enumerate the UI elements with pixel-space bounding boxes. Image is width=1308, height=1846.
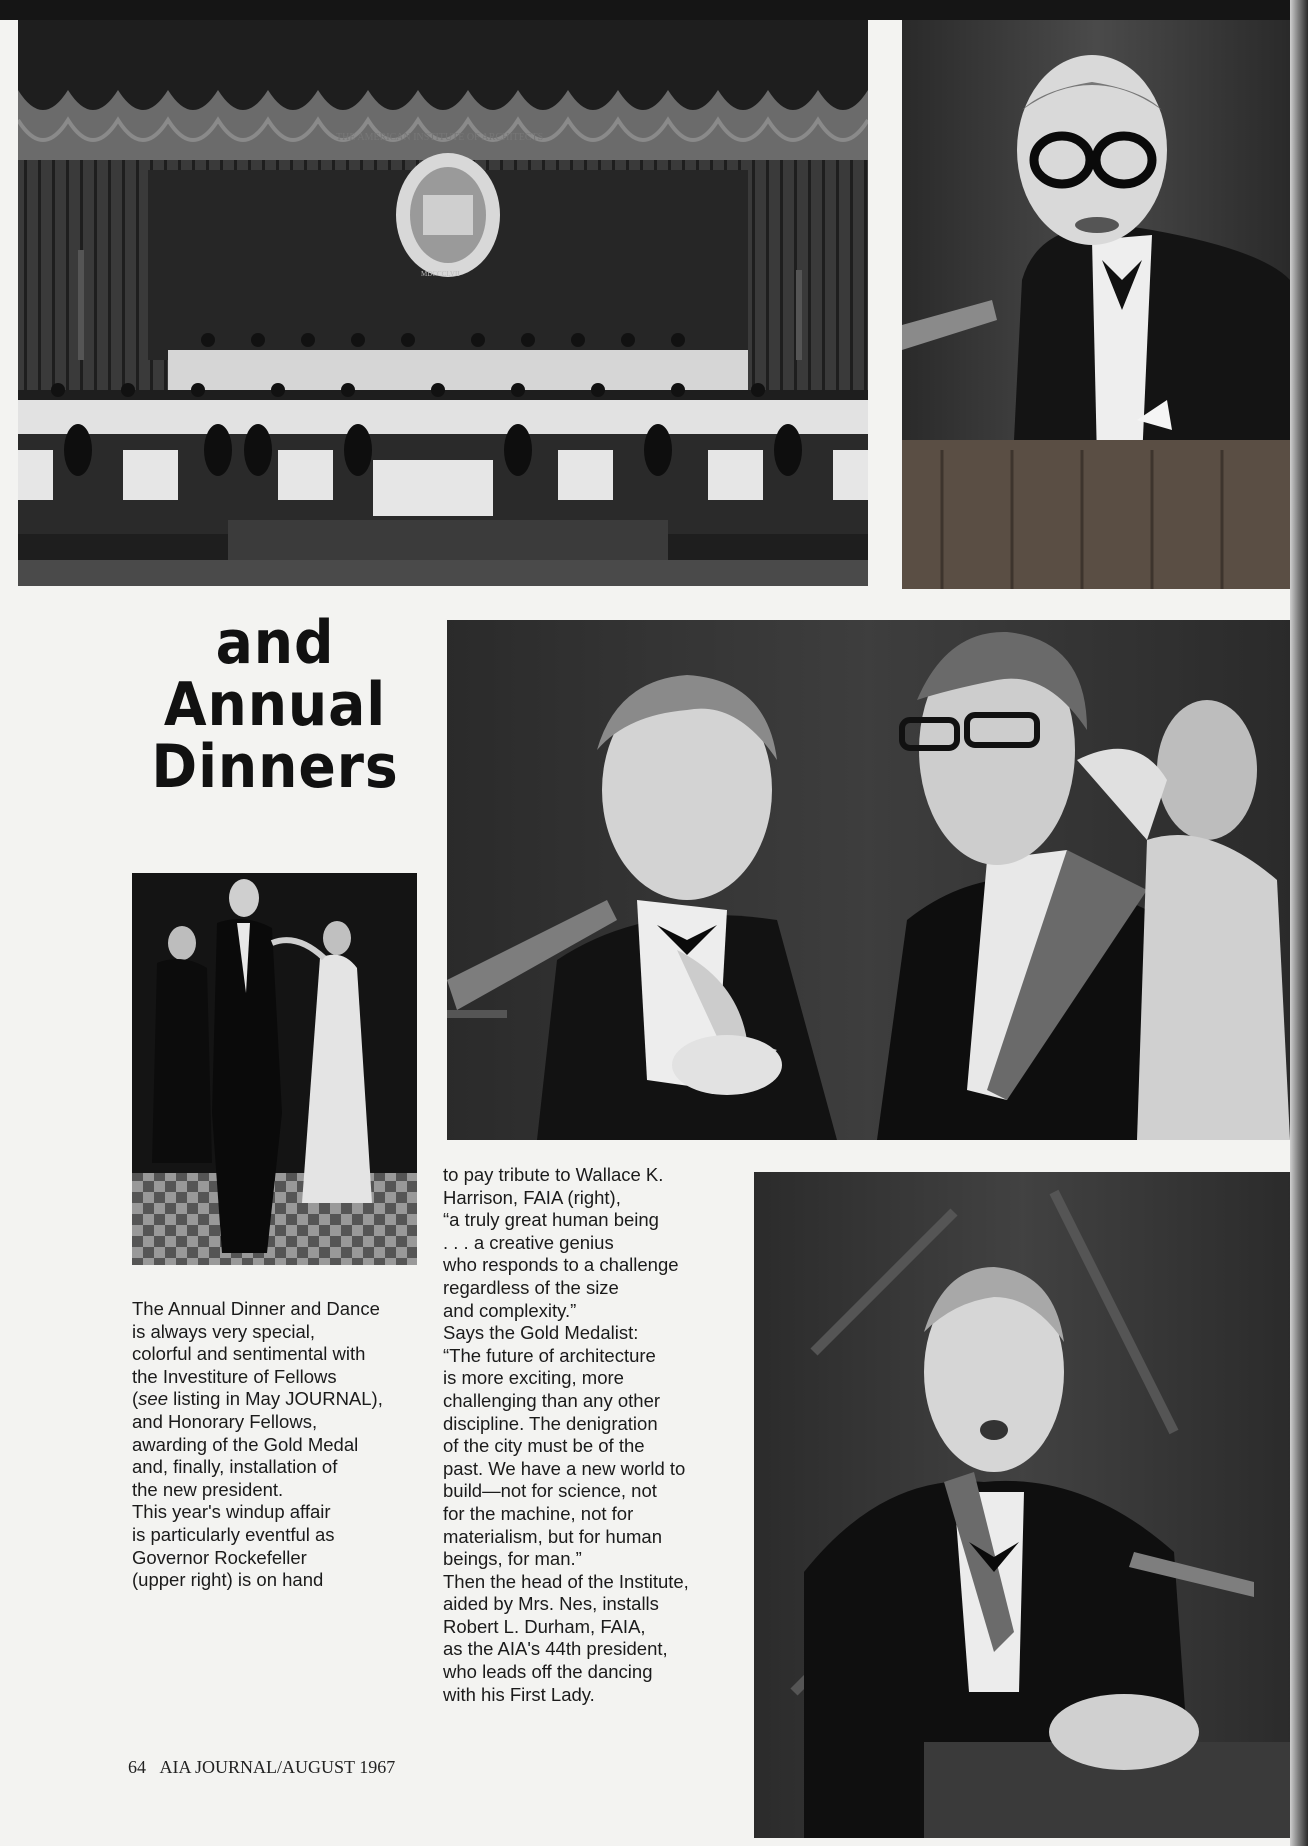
page-footer bbox=[128, 1757, 405, 1778]
body-line: is always very special, bbox=[132, 1320, 316, 1342]
body-line: Governor Rockefeller bbox=[132, 1546, 307, 1568]
body-line: beings, for man.” bbox=[443, 1548, 582, 1570]
body-line: build—not for science, not bbox=[443, 1480, 657, 1502]
body-line: who leads off the dancing bbox=[443, 1661, 653, 1683]
body-line: and, finally, installation of bbox=[132, 1456, 338, 1478]
body-line: is particularly eventful as bbox=[132, 1523, 335, 1545]
body-line: “a truly great human being bbox=[443, 1209, 659, 1231]
body-line: past. We have a new world to bbox=[443, 1457, 686, 1479]
body-line: with his First Lady. bbox=[443, 1683, 595, 1705]
body-text-left bbox=[132, 1298, 383, 1592]
body-line: materialism, but for human bbox=[443, 1525, 663, 1547]
body-line: “The future of architecture bbox=[443, 1344, 656, 1366]
body-line: challenging than any other bbox=[443, 1389, 661, 1411]
headline-line-3: Dinners bbox=[151, 732, 399, 802]
body-line: is more exciting, more bbox=[443, 1367, 624, 1389]
scan-border-top bbox=[0, 0, 1290, 20]
body-line: for the machine, not for bbox=[443, 1502, 634, 1524]
body-line: Robert L. Durham, FAIA, bbox=[443, 1615, 646, 1637]
body-line: (see listing in May JOURNAL), bbox=[132, 1388, 383, 1410]
body-line: Then the head of the Institute, bbox=[443, 1570, 689, 1592]
headline-line-1: and bbox=[215, 608, 335, 678]
body-line: The Annual Dinner and Dance bbox=[132, 1298, 380, 1319]
headline-line-2: Annual bbox=[163, 670, 387, 740]
body-line: Says the Gold Medalist: bbox=[443, 1322, 639, 1344]
body-line: and complexity.” bbox=[443, 1299, 577, 1321]
headline bbox=[140, 608, 410, 802]
photo-president-durham bbox=[754, 1172, 1290, 1838]
photo-gold-medal-presentation bbox=[447, 620, 1290, 1140]
seal-caption: THE AMERICAN INSTITUTE OF ARCHITECTS bbox=[336, 132, 544, 143]
body-line: colorful and sentimental with bbox=[132, 1343, 366, 1365]
body-line: awarding of the Gold Medal bbox=[132, 1433, 359, 1455]
body-line: aided by Mrs. Nes, installs bbox=[443, 1593, 659, 1615]
body-line: discipline. The denigration bbox=[443, 1412, 658, 1434]
body-line: as the AIA's 44th president, bbox=[443, 1638, 668, 1660]
scan-page-edge bbox=[1290, 0, 1308, 1846]
page-number: 64 bbox=[128, 1757, 146, 1777]
body-line: who responds to a challenge bbox=[443, 1254, 679, 1276]
body-line: and Honorary Fellows, bbox=[132, 1410, 318, 1432]
body-line: of the city must be of the bbox=[443, 1435, 645, 1457]
photo-banquet-hall bbox=[18, 20, 868, 586]
body-line: regardless of the size bbox=[443, 1276, 619, 1298]
publication-line: AIA JOURNAL/AUGUST 1967 bbox=[159, 1757, 396, 1777]
body-text-right bbox=[443, 1164, 689, 1706]
photo-governor-rockefeller bbox=[902, 20, 1290, 589]
body-line: This year's windup affair bbox=[132, 1501, 331, 1523]
body-line: (upper right) is on hand bbox=[132, 1569, 324, 1591]
body-line: the Investiture of Fellows bbox=[132, 1365, 337, 1387]
photo-dancing-couple bbox=[132, 873, 417, 1265]
body-line: the new president. bbox=[132, 1478, 284, 1500]
body-line: Harrison, FAIA (right), bbox=[443, 1186, 621, 1208]
seal-year: MDCCCLVII bbox=[421, 270, 460, 278]
aia-seal-icon bbox=[396, 153, 500, 277]
body-line: to pay tribute to Wallace K. bbox=[443, 1164, 664, 1185]
body-line: . . . a creative genius bbox=[443, 1231, 614, 1253]
